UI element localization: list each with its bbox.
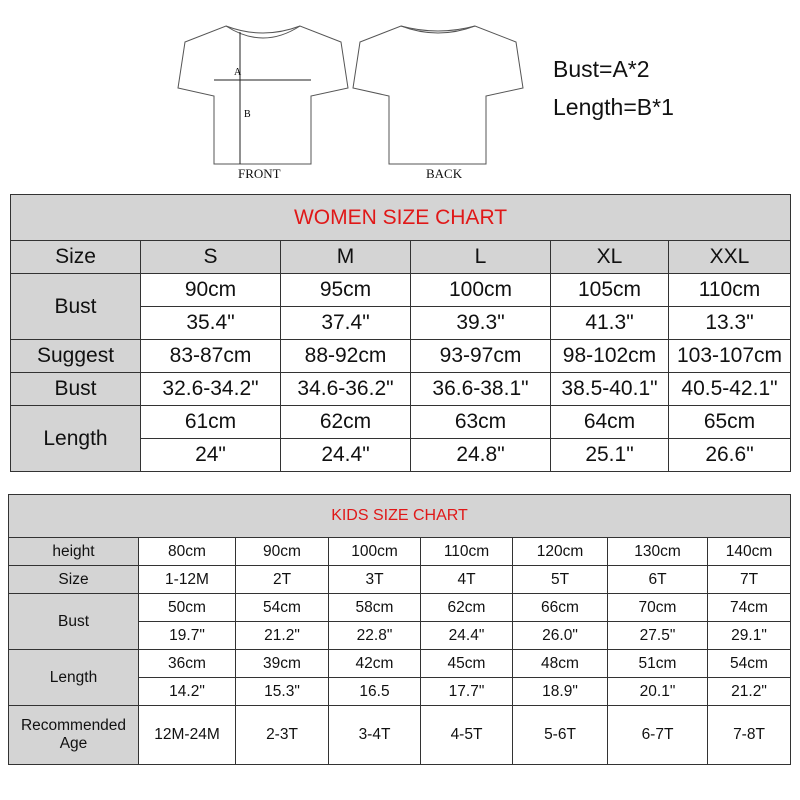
table-cell: 74cm	[708, 594, 791, 622]
table-cell: 24"	[141, 439, 281, 472]
table-cell: 5T	[513, 566, 608, 594]
marker-b: B	[244, 109, 251, 120]
table-cell: 14.2"	[139, 678, 236, 706]
table-cell: 24.8"	[411, 439, 551, 472]
kids-height-header: height	[9, 538, 139, 566]
table-cell: 38.5-40.1"	[551, 373, 669, 406]
women-suggest-header-line2: Bust	[11, 373, 141, 406]
women-size-cell: M	[281, 241, 411, 274]
table-cell: 110cm	[669, 274, 791, 307]
front-tshirt-outline	[178, 26, 348, 164]
table-cell: 26.0"	[513, 622, 608, 650]
women-size-chart	[10, 194, 791, 472]
table-cell: 21.2"	[236, 622, 329, 650]
table-cell: 65cm	[669, 406, 791, 439]
table-cell: 4-5T	[421, 706, 513, 765]
women-size-header: Size	[11, 241, 141, 274]
tshirt-illustration	[0, 0, 800, 190]
table-cell: 2-3T	[236, 706, 329, 765]
kids-chart-title: KIDS SIZE CHART	[9, 495, 791, 538]
table-cell: 130cm	[608, 538, 708, 566]
table-cell: 24.4"	[281, 439, 411, 472]
table-cell: 19.7"	[139, 622, 236, 650]
table-cell: 80cm	[139, 538, 236, 566]
table-cell: 22.8"	[329, 622, 421, 650]
table-cell: 6T	[608, 566, 708, 594]
table-cell: 21.2"	[708, 678, 791, 706]
table-cell: 27.5"	[608, 622, 708, 650]
women-length-header: Length	[11, 406, 141, 472]
table-cell: 29.1"	[708, 622, 791, 650]
kids-length-cm-row	[9, 650, 791, 678]
table-cell: 120cm	[513, 538, 608, 566]
table-cell: 93-97cm	[411, 340, 551, 373]
table-cell: 54cm	[708, 650, 791, 678]
table-cell: 2T	[236, 566, 329, 594]
table-cell: 13.3"	[669, 307, 791, 340]
kids-size-row	[9, 566, 791, 594]
table-cell: 17.7"	[421, 678, 513, 706]
women-length-cm-row	[11, 406, 791, 439]
table-cell: 15.3"	[236, 678, 329, 706]
front-label: FRONT	[238, 166, 281, 181]
table-cell: 103-107cm	[669, 340, 791, 373]
table-cell: 37.4"	[281, 307, 411, 340]
kids-age-header-line1: Recommended	[20, 717, 127, 734]
table-cell: 24.4"	[421, 622, 513, 650]
table-cell: 88-92cm	[281, 340, 411, 373]
table-cell: 58cm	[329, 594, 421, 622]
back-label: BACK	[426, 166, 463, 181]
women-size-cell: XL	[551, 241, 669, 274]
table-cell: 36.6-38.1"	[411, 373, 551, 406]
table-cell: 39cm	[236, 650, 329, 678]
table-cell: 6-7T	[608, 706, 708, 765]
women-bust-header: Bust	[11, 274, 141, 340]
table-cell: 100cm	[329, 538, 421, 566]
table-cell: 1-12M	[139, 566, 236, 594]
women-size-cell: S	[141, 241, 281, 274]
table-cell: 3-4T	[329, 706, 421, 765]
table-cell: 36cm	[139, 650, 236, 678]
women-chart-title: WOMEN SIZE CHART	[11, 195, 791, 241]
kids-bust-cm-row	[9, 594, 791, 622]
table-cell: 12M-24M	[139, 706, 236, 765]
table-cell: 83-87cm	[141, 340, 281, 373]
table-cell: 5-6T	[513, 706, 608, 765]
table-cell: 110cm	[421, 538, 513, 566]
back-tshirt-outline	[353, 26, 523, 164]
table-cell: 39.3"	[411, 307, 551, 340]
table-cell: 4T	[421, 566, 513, 594]
table-cell: 95cm	[281, 274, 411, 307]
table-cell: 98-102cm	[551, 340, 669, 373]
kids-bust-header: Bust	[9, 594, 139, 650]
measurement-diagram	[0, 0, 800, 190]
women-title-row	[11, 195, 791, 241]
table-cell: 66cm	[513, 594, 608, 622]
table-cell: 7-8T	[708, 706, 791, 765]
kids-height-row	[9, 538, 791, 566]
table-cell: 48cm	[513, 650, 608, 678]
table-cell: 25.1"	[551, 439, 669, 472]
kids-age-header	[9, 706, 139, 765]
women-suggest-cm-row	[11, 340, 791, 373]
bust-formula: Bust=A*2	[553, 56, 650, 82]
table-cell: 100cm	[411, 274, 551, 307]
table-cell: 45cm	[421, 650, 513, 678]
table-cell: 50cm	[139, 594, 236, 622]
women-bust-cm-row	[11, 274, 791, 307]
marker-a: A	[234, 67, 242, 78]
table-cell: 63cm	[411, 406, 551, 439]
table-cell: 90cm	[141, 274, 281, 307]
women-size-row	[11, 241, 791, 274]
table-cell: 105cm	[551, 274, 669, 307]
kids-age-header-line2: Age	[59, 735, 88, 752]
women-suggest-in-row	[11, 373, 791, 406]
table-cell: 62cm	[421, 594, 513, 622]
table-cell: 16.5	[329, 678, 421, 706]
table-cell: 61cm	[141, 406, 281, 439]
length-formula: Length=B*1	[553, 94, 674, 120]
table-cell: 51cm	[608, 650, 708, 678]
kids-size-chart	[8, 494, 791, 765]
table-cell: 32.6-34.2"	[141, 373, 281, 406]
kids-title-row	[9, 495, 791, 538]
women-size-cell: XXL	[669, 241, 791, 274]
table-cell: 64cm	[551, 406, 669, 439]
table-cell: 7T	[708, 566, 791, 594]
table-cell: 3T	[329, 566, 421, 594]
table-cell: 18.9"	[513, 678, 608, 706]
table-cell: 26.6"	[669, 439, 791, 472]
table-cell: 54cm	[236, 594, 329, 622]
table-cell: 41.3"	[551, 307, 669, 340]
table-cell: 34.6-36.2"	[281, 373, 411, 406]
table-cell: 35.4"	[141, 307, 281, 340]
women-suggest-header-line1: Suggest	[11, 340, 141, 373]
table-cell: 40.5-42.1"	[669, 373, 791, 406]
table-cell: 42cm	[329, 650, 421, 678]
table-cell: 90cm	[236, 538, 329, 566]
table-cell: 20.1"	[608, 678, 708, 706]
kids-size-header: Size	[9, 566, 139, 594]
kids-age-row	[9, 706, 791, 765]
women-size-cell: L	[411, 241, 551, 274]
table-cell: 140cm	[708, 538, 791, 566]
table-cell: 70cm	[608, 594, 708, 622]
kids-length-header: Length	[9, 650, 139, 706]
table-cell: 62cm	[281, 406, 411, 439]
